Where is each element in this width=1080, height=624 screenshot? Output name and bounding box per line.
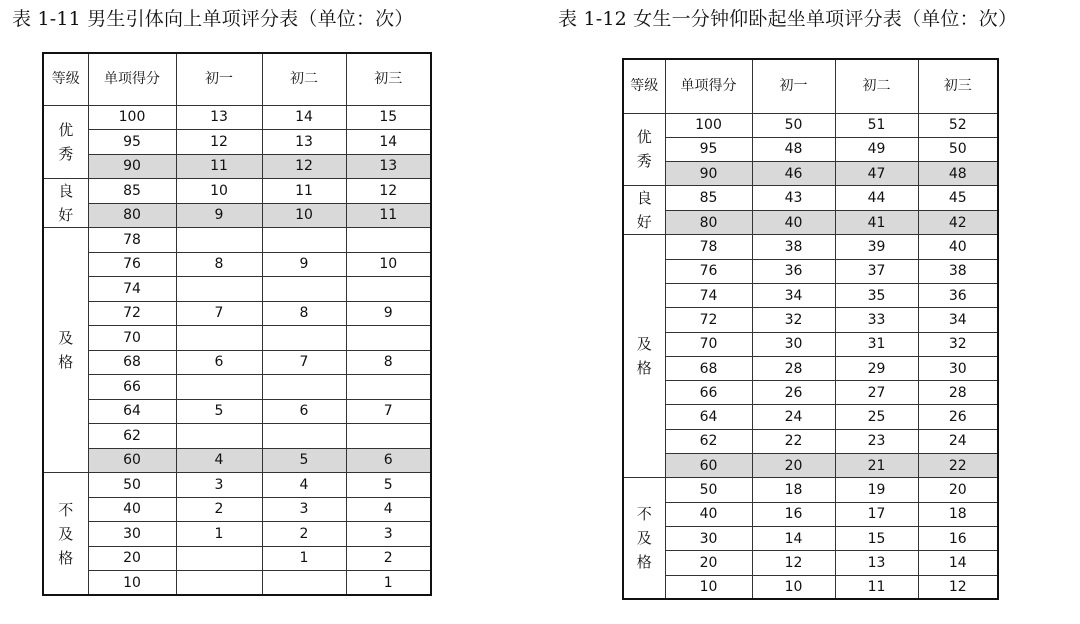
count-cell: 48: [918, 162, 998, 186]
table-title-girls-situps: 表 1-12 女生一分钟仰卧起坐单项评分表（单位：次）: [558, 8, 1018, 30]
count-cell: 1: [346, 571, 431, 596]
grade-label-text: 优 秀: [636, 128, 652, 171]
count-cell: 27: [835, 381, 918, 405]
count-cell: 5: [346, 473, 431, 498]
count-cell: [346, 277, 431, 302]
count-cell: 12: [176, 130, 262, 155]
score-cell: 85: [88, 179, 176, 204]
column-header: 初三: [346, 53, 431, 105]
count-cell: 22: [752, 429, 835, 453]
score-cell: 40: [88, 497, 176, 522]
score-cell: 66: [88, 375, 176, 400]
count-cell: 24: [752, 405, 835, 429]
count-cell: 2: [262, 522, 346, 547]
table-row: [43, 179, 431, 204]
count-cell: 9: [176, 203, 262, 228]
count-cell: 20: [918, 478, 998, 502]
count-cell: [176, 375, 262, 400]
table-row: [43, 105, 431, 130]
count-cell: 16: [752, 502, 835, 526]
count-cell: 17: [835, 502, 918, 526]
count-cell: 28: [918, 381, 998, 405]
count-cell: 51: [835, 113, 918, 137]
count-cell: 40: [918, 235, 998, 259]
table-row: [43, 301, 431, 326]
count-cell: 16: [918, 526, 998, 550]
count-cell: 20: [752, 454, 835, 478]
grade-label-text: 优 秀: [58, 120, 74, 163]
count-cell: [346, 375, 431, 400]
count-cell: 48: [752, 137, 835, 161]
table-header: [43, 53, 431, 105]
table-row: [623, 332, 998, 356]
score-cell: 100: [665, 113, 752, 137]
score-cell: 78: [88, 228, 176, 253]
table-row: [43, 326, 431, 351]
count-cell: 25: [835, 405, 918, 429]
count-cell: [262, 228, 346, 253]
situp-score-table: [622, 58, 999, 600]
count-cell: 11: [176, 154, 262, 179]
count-cell: 24: [918, 429, 998, 453]
count-cell: [346, 228, 431, 253]
count-cell: 13: [346, 154, 431, 179]
count-cell: 38: [918, 259, 998, 283]
table-row: [43, 522, 431, 547]
count-cell: 10: [262, 203, 346, 228]
table-row: [43, 448, 431, 473]
count-cell: 11: [346, 203, 431, 228]
count-cell: 2: [176, 497, 262, 522]
score-cell: 80: [88, 203, 176, 228]
score-cell: 62: [88, 424, 176, 449]
table-row: [43, 154, 431, 179]
header-row: [623, 59, 998, 113]
count-cell: 50: [752, 113, 835, 137]
count-cell: [176, 326, 262, 351]
table-body: [623, 113, 998, 599]
table-row: [43, 130, 431, 155]
count-cell: 9: [346, 301, 431, 326]
count-cell: [176, 424, 262, 449]
table-row: [623, 454, 998, 478]
count-cell: 3: [262, 497, 346, 522]
count-cell: 4: [176, 448, 262, 473]
count-cell: 14: [918, 551, 998, 575]
count-cell: 14: [752, 526, 835, 550]
count-cell: 12: [262, 154, 346, 179]
score-cell: 72: [88, 301, 176, 326]
count-cell: 31: [835, 332, 918, 356]
score-cell: 72: [665, 308, 752, 332]
grade-label-text: 良 好: [636, 189, 652, 232]
count-cell: 1: [262, 546, 346, 571]
column-header: 单项得分: [665, 59, 752, 113]
count-cell: [176, 228, 262, 253]
table-row: [43, 228, 431, 253]
grade-label: [623, 235, 665, 478]
count-cell: [176, 277, 262, 302]
score-cell: 20: [665, 551, 752, 575]
count-cell: 46: [752, 162, 835, 186]
count-cell: 45: [918, 186, 998, 211]
table-row: [623, 405, 998, 429]
score-cell: 80: [665, 210, 752, 235]
count-cell: 29: [835, 356, 918, 380]
table-row: [623, 478, 998, 502]
count-cell: [262, 424, 346, 449]
score-cell: 10: [665, 575, 752, 599]
count-cell: 28: [752, 356, 835, 380]
table-row: [43, 473, 431, 498]
score-cell: 78: [665, 235, 752, 259]
grade-label-text: 不 及 格: [58, 500, 74, 567]
count-cell: 15: [835, 526, 918, 550]
column-header: 初二: [835, 59, 918, 113]
score-cell: 30: [88, 522, 176, 547]
count-cell: 14: [346, 130, 431, 155]
count-cell: 12: [752, 551, 835, 575]
count-cell: 18: [918, 502, 998, 526]
count-cell: 2: [346, 546, 431, 571]
score-cell: 66: [665, 381, 752, 405]
score-cell: 60: [88, 448, 176, 473]
count-cell: 30: [918, 356, 998, 380]
count-cell: 3: [176, 473, 262, 498]
grade-label: [43, 105, 88, 179]
score-cell: 30: [665, 526, 752, 550]
count-cell: 23: [835, 429, 918, 453]
score-cell: 100: [88, 105, 176, 130]
table-body: [43, 105, 431, 595]
count-cell: 15: [346, 105, 431, 130]
count-cell: 7: [176, 301, 262, 326]
grade-label: [623, 113, 665, 186]
table-row: [43, 497, 431, 522]
count-cell: 47: [835, 162, 918, 186]
count-cell: [262, 277, 346, 302]
grade-label: [623, 478, 665, 599]
score-cell: 90: [88, 154, 176, 179]
count-cell: 7: [346, 399, 431, 424]
count-cell: 52: [918, 113, 998, 137]
score-cell: 68: [665, 356, 752, 380]
table-row: [623, 113, 998, 137]
grade-label-text: 及 格: [636, 335, 652, 378]
count-cell: 7: [262, 350, 346, 375]
count-cell: 39: [835, 235, 918, 259]
count-cell: 11: [262, 179, 346, 204]
count-cell: 4: [262, 473, 346, 498]
table-row: [623, 502, 998, 526]
grade-label-text: 不 及 格: [636, 505, 652, 572]
count-cell: 34: [918, 308, 998, 332]
count-cell: 42: [918, 210, 998, 235]
grade-label: [43, 179, 88, 228]
score-cell: 60: [665, 454, 752, 478]
count-cell: 34: [752, 283, 835, 307]
table-row: [43, 399, 431, 424]
table-title-boys-pullups: 表 1-11 男生引体向上单项评分表（单位：次）: [12, 8, 414, 30]
score-cell: 40: [665, 502, 752, 526]
count-cell: [262, 375, 346, 400]
table-row: [623, 235, 998, 259]
score-cell: 74: [88, 277, 176, 302]
count-cell: 37: [835, 259, 918, 283]
count-cell: 10: [346, 252, 431, 277]
count-cell: 6: [176, 350, 262, 375]
count-cell: 32: [752, 308, 835, 332]
score-cell: 85: [665, 186, 752, 211]
table-row: [623, 186, 998, 211]
score-cell: 90: [665, 162, 752, 186]
table-row: [43, 546, 431, 571]
table-row: [623, 429, 998, 453]
count-cell: 3: [346, 522, 431, 547]
count-cell: 38: [752, 235, 835, 259]
count-cell: 13: [176, 105, 262, 130]
table-row: [623, 137, 998, 161]
count-cell: 32: [918, 332, 998, 356]
score-cell: 95: [665, 137, 752, 161]
count-cell: 10: [752, 575, 835, 599]
table-row: [623, 308, 998, 332]
count-cell: 21: [835, 454, 918, 478]
column-header: 初三: [918, 59, 998, 113]
count-cell: 49: [835, 137, 918, 161]
count-cell: 44: [835, 186, 918, 211]
grade-label-text: 良 好: [58, 182, 74, 224]
table-row: [43, 571, 431, 596]
column-header: 初一: [752, 59, 835, 113]
count-cell: 43: [752, 186, 835, 211]
column-header: 初二: [262, 53, 346, 105]
count-cell: 6: [346, 448, 431, 473]
table-row: [43, 252, 431, 277]
count-cell: 9: [262, 252, 346, 277]
header-row: [43, 53, 431, 105]
count-cell: 13: [262, 130, 346, 155]
pullup-score-table: [42, 52, 432, 596]
count-cell: 5: [262, 448, 346, 473]
count-cell: 22: [918, 454, 998, 478]
count-cell: [176, 571, 262, 596]
count-cell: 26: [752, 381, 835, 405]
count-cell: 8: [262, 301, 346, 326]
count-cell: 36: [752, 259, 835, 283]
count-cell: 35: [835, 283, 918, 307]
table-row: [623, 551, 998, 575]
count-cell: 36: [918, 283, 998, 307]
table-row: [623, 283, 998, 307]
count-cell: [262, 326, 346, 351]
table-row: [43, 350, 431, 375]
grade-label-text: 及 格: [58, 329, 74, 371]
count-cell: [346, 326, 431, 351]
score-cell: 76: [88, 252, 176, 277]
score-cell: 76: [665, 259, 752, 283]
score-cell: 64: [88, 399, 176, 424]
score-cell: 70: [665, 332, 752, 356]
count-cell: [346, 424, 431, 449]
score-cell: 20: [88, 546, 176, 571]
count-cell: 30: [752, 332, 835, 356]
count-cell: 41: [835, 210, 918, 235]
score-cell: 10: [88, 571, 176, 596]
table-row: [623, 162, 998, 186]
table-row: [43, 203, 431, 228]
count-cell: 33: [835, 308, 918, 332]
column-header: 初一: [176, 53, 262, 105]
score-cell: 74: [665, 283, 752, 307]
table-row: [43, 277, 431, 302]
score-cell: 70: [88, 326, 176, 351]
score-cell: 50: [665, 478, 752, 502]
score-cell: 50: [88, 473, 176, 498]
column-header: 等级: [43, 53, 88, 105]
score-cell: 68: [88, 350, 176, 375]
table-row: [623, 259, 998, 283]
count-cell: 50: [918, 137, 998, 161]
count-cell: 12: [346, 179, 431, 204]
table-row: [43, 424, 431, 449]
grade-label: [43, 473, 88, 596]
count-cell: 5: [176, 399, 262, 424]
count-cell: 18: [752, 478, 835, 502]
table-row: [623, 356, 998, 380]
count-cell: 1: [176, 522, 262, 547]
score-cell: 62: [665, 429, 752, 453]
table-row: [43, 375, 431, 400]
count-cell: 8: [176, 252, 262, 277]
count-cell: 11: [835, 575, 918, 599]
score-cell: 64: [665, 405, 752, 429]
table-row: [623, 575, 998, 599]
count-cell: 26: [918, 405, 998, 429]
grade-label: [623, 186, 665, 235]
table-row: [623, 526, 998, 550]
count-cell: 10: [176, 179, 262, 204]
count-cell: 8: [346, 350, 431, 375]
count-cell: 14: [262, 105, 346, 130]
column-header: 等级: [623, 59, 665, 113]
count-cell: 19: [835, 478, 918, 502]
count-cell: 6: [262, 399, 346, 424]
count-cell: [262, 571, 346, 596]
count-cell: [176, 546, 262, 571]
count-cell: 40: [752, 210, 835, 235]
score-cell: 95: [88, 130, 176, 155]
count-cell: 13: [835, 551, 918, 575]
table-header: [623, 59, 998, 113]
column-header: 单项得分: [88, 53, 176, 105]
table-row: [623, 210, 998, 235]
count-cell: 12: [918, 575, 998, 599]
grade-label: [43, 228, 88, 473]
count-cell: 4: [346, 497, 431, 522]
table-row: [623, 381, 998, 405]
